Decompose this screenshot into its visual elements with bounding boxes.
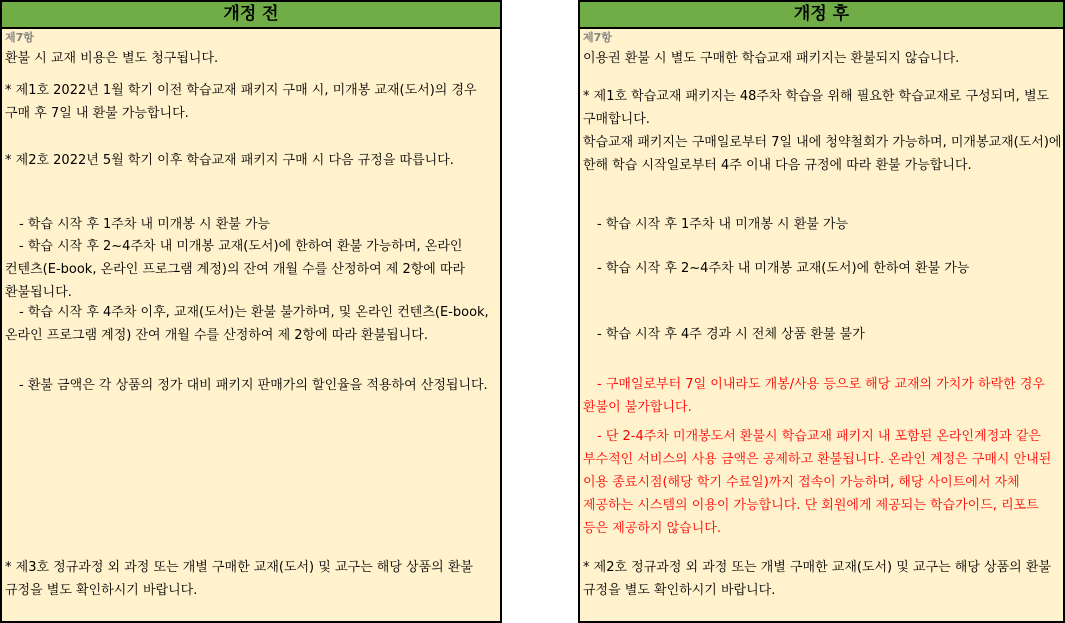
clause-1: * 제1호 2022년 1월 학기 이전 학습교재 패키지 구매 시, 미개봉 교재(도서)의 경우 구매 후 7일 내 환불 가능합니다. — [5, 83, 477, 121]
bullet-1: - 학습 시작 후 1주차 내 미개봉 시 환불 가능 — [597, 217, 849, 232]
before-revision-header: 개정 전 — [2, 2, 500, 29]
clause-2: * 제2호 2022년 5월 학기 이후 학습교재 패키지 구매 시 다음 규정을 따릅니다. — [5, 153, 454, 168]
before-revision-panel — [0, 0, 502, 623]
red-notice-2-text: - 단 2-4주차 미개봉도서 환불시 학습교재 패키지 내 포함된 온라인계정과 같은 부수적인 서비스의 사용 금액은 공제하고 환불됩니다. 온라인 계정은 구매시 안내된 이용 종료시점(해당 학기 수료일)까지 접속이 가능하며, 해당 사이트에서 자체 제공하는 시스템의 이용이 가능합니다. 단 회원에게 제공되는 학습가이드, 리포트 등은 제공하지 않습니다. — [583, 429, 1052, 536]
after-revision-header: 개정 후 — [580, 2, 1063, 29]
bullet-3 — [5, 301, 499, 347]
clause-2: * 제2호 정규과정 외 과정 또는 개별 구매한 교재(도서) 및 교구는 해당 상품의 환불 규정을 별도 확인하시기 바랍니다. — [583, 560, 1051, 598]
clause-1: * 제1호 학습교재 패키지는 48주차 학습을 위해 필요한 학습교재로 구성되며, 별도 구매합니다. — [583, 89, 1050, 127]
intro-text: 환불 시 교재 비용은 별도 청구됩니다. — [5, 51, 219, 66]
after-revision-panel — [578, 0, 1065, 623]
bullet-2: - 학습 시작 후 2~4주차 내 미개봉 교재(도서)에 한하여 환불 가능 — [597, 261, 970, 276]
article-number: 제7항 — [5, 31, 34, 44]
bullet-3-text: - 학습 시작 후 4주차 이후, 교재(도서)는 환불 불가하며, 및 온라인 컨텐츠(E-book, 온라인 프로그램 계정) 잔여 개월 수를 산정하여 제 2항에 따라 환불됩니다. — [5, 305, 489, 343]
article-number: 제7항 — [583, 31, 612, 44]
clause-1-detail: 학습교재 패키지는 구매일로부터 7일 내에 청약철회가 가능하며, 미개봉교재(도서)에 한해 학습 시작일로부터 4주 이내 다음 규정에 따라 환불 가능합니다. — [583, 135, 1062, 173]
clause-3: * 제3호 정규과정 외 과정 또는 개별 구매한 교재(도서) 및 교구는 해당 상품의 환불 규정을 별도 확인하시기 바랍니다. — [5, 560, 473, 598]
intro-text: 이용권 환불 시 별도 구매한 학습교재 패키지는 환불되지 않습니다. — [583, 51, 960, 66]
bullet-3: - 학습 시작 후 4주 경과 시 전체 상품 환불 불가 — [597, 327, 865, 342]
bullet-2-text: - 학습 시작 후 2~4주차 내 미개봉 교재(도서)에 한하여 환불 가능하며, 온라인 컨텐츠(E-book, 온라인 프로그램 계정)의 잔여 개월 수를 산정하여 제 2항에 따라 환불됩니다. — [5, 239, 466, 300]
bullet-4-text: - 환불 금액은 각 상품의 정가 대비 패키지 판매가의 할인율을 적용하여 산정됩니다. — [19, 378, 488, 393]
red-notice-1-text: - 구매일로부터 7일 이내라도 개봉/사용 등으로 해당 교재의 가치가 하락한 경우 환불이 불가합니다. — [583, 377, 1045, 415]
bullet-2 — [5, 235, 499, 304]
red-notice-1 — [583, 373, 1063, 419]
bullet-1: - 학습 시작 후 1주차 내 미개봉 시 환불 가능 — [19, 217, 271, 232]
bullet-4 — [5, 374, 499, 397]
red-notice-2 — [583, 425, 1063, 540]
